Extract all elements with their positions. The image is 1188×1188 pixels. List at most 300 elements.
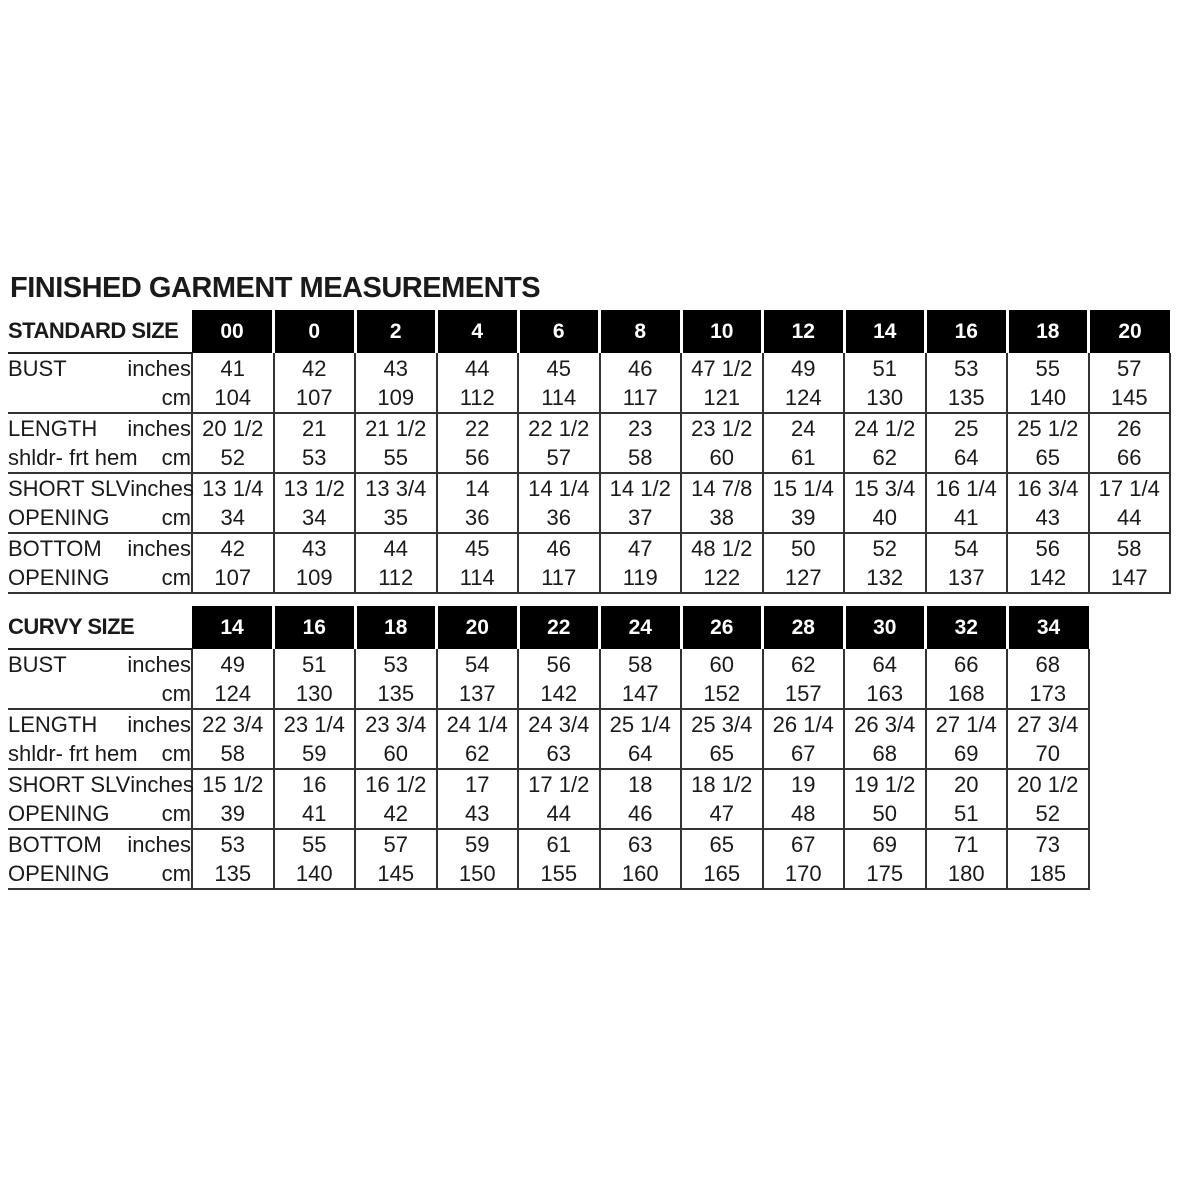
measurement-label-text: OPENING [8,505,110,530]
measurement-cell [600,709,682,769]
inches-value: 19 1/2 [854,772,916,797]
cm-value: 107 [214,565,252,590]
measurement-label-text: BOTTOM [8,536,102,561]
measurement-cell [355,649,437,709]
inches-value: 62 [791,651,816,677]
cm-value: 41 [954,505,979,530]
cm-value: 62 [465,741,490,766]
measurement-cell [1089,533,1171,593]
table-row [8,649,1089,709]
measurement-label-text: inches [127,652,191,677]
cm-value: 117 [541,565,577,590]
cm-value: 37 [628,505,653,530]
measurement-cell [844,473,926,533]
inches-value: 53 [220,832,245,857]
measurement-label-text: OPENING [8,861,110,886]
cm-value: 140 [295,861,333,886]
standard-size-table [8,310,1171,594]
curvy-size-size-header: 28 [763,606,845,649]
measurement-cell [274,769,356,829]
inches-value: 64 [872,651,897,677]
measurement-cell [600,829,682,889]
measurement-cell [274,353,356,413]
cm-value: 70 [1035,741,1060,766]
cm-value: 35 [383,505,408,530]
measurement-cell [518,473,600,533]
curvy-size-label: CURVY SIZE [8,606,192,649]
measurement-label-text: inches [127,416,191,441]
inches-value: 27 3/4 [1017,712,1079,737]
cm-value: 170 [784,861,822,886]
cm-value: 185 [1029,861,1067,886]
measurement-cell [192,473,274,533]
measurement-label-text: SHORT SLV [8,772,131,797]
measurement-label-text: shldr- frt hem [8,445,138,470]
measurement-label-text: inches [127,712,191,737]
measurement-cell [192,649,274,709]
measurement-cell [926,769,1008,829]
measurement-cell [763,473,845,533]
measurement-cell [437,413,519,473]
inches-value: 25 [954,416,979,441]
inches-value: 24 3/4 [528,712,590,737]
cm-value: 66 [1117,445,1142,470]
inches-value: 18 [628,772,653,797]
cm-value: 65 [709,741,734,766]
measurement-cell [926,649,1008,709]
measurement-cell [1089,353,1171,413]
inches-value: 52 [872,536,897,561]
curvy-size-size-header: 20 [437,606,519,649]
standard-size-size-header: 10 [681,310,763,353]
cm-value: 104 [214,384,252,410]
cm-value: 50 [872,801,897,826]
measurement-cell [926,829,1008,889]
measurement-cell [518,769,600,829]
cm-value: 124 [784,384,822,410]
inches-value: 65 [709,832,734,857]
cm-value: 43 [1035,505,1060,530]
cm-value: 145 [377,861,415,886]
standard-size-size-header: 14 [844,310,926,353]
cm-value: 58 [628,445,653,470]
cm-value: 42 [383,801,408,826]
inches-value: 14 1/2 [609,476,671,501]
cm-value: 107 [295,384,333,410]
cm-value: 114 [459,565,495,590]
measurement-label-text: LENGTH [8,712,98,737]
cm-value: 122 [703,565,741,590]
measurement-cell [274,709,356,769]
inches-value: 45 [465,536,490,561]
measurement-cell [763,829,845,889]
inches-value: 16 3/4 [1017,476,1079,501]
inches-value: 23 3/4 [365,712,427,737]
measurement-cell [926,709,1008,769]
cm-value: 68 [872,741,897,766]
curvy-size-size-header: 34 [1007,606,1089,649]
curvy-size-size-header: 18 [355,606,437,649]
inches-value: 60 [709,651,734,677]
measurement-cell [926,353,1008,413]
curvy-size-size-header: 14 [192,606,274,649]
inches-value: 14 1/4 [528,476,590,501]
measurement-cell [844,649,926,709]
inches-value: 13 3/4 [365,476,427,501]
measurement-cell [355,709,437,769]
cm-value: 39 [791,505,816,530]
inches-value: 59 [465,832,490,857]
measurement-cell [844,533,926,593]
measurement-cell [274,473,356,533]
cm-value: 175 [866,861,904,886]
measurement-label-text: inches [127,832,191,857]
cm-value: 69 [954,741,979,766]
inches-value: 26 1/4 [772,712,834,737]
inches-value: 26 [1117,416,1142,441]
cm-value: 155 [540,861,578,886]
measurement-label-text: cm [161,861,191,886]
measurement-label-text: inches [130,772,194,797]
inches-value: 41 [220,355,245,381]
standard-size-size-header: 20 [1089,310,1171,353]
measurement-label-text: BOTTOM [8,832,102,857]
measurement-cell [1007,829,1089,889]
cm-value: 121 [703,384,741,410]
inches-value: 63 [628,832,653,857]
measurement-cell [1007,353,1089,413]
measurement-cell [681,829,763,889]
inches-value: 53 [954,355,979,381]
inches-value: 15 1/2 [202,772,264,797]
measurement-cell [1007,649,1089,709]
cm-value: 112 [459,384,495,410]
inches-value: 56 [1035,536,1060,561]
cm-value: 147 [1110,565,1148,590]
inches-value: 43 [302,536,327,561]
cm-value: 132 [866,565,904,590]
measurement-cell [437,709,519,769]
measurement-cell [600,473,682,533]
cm-value: 145 [1110,384,1148,410]
cm-value: 34 [220,505,245,530]
cm-value: 124 [214,680,252,706]
cm-value: 52 [1035,801,1060,826]
inches-value: 17 1/2 [528,772,590,797]
inches-value: 51 [302,651,327,677]
measurement-cell [600,769,682,829]
cm-value: 165 [703,861,741,886]
measurement-cell [681,413,763,473]
cm-value: 130 [866,384,904,410]
measurement-cell [600,649,682,709]
cm-value: 36 [546,505,571,530]
inches-value: 21 [302,416,327,441]
inches-value: 42 [302,355,327,381]
inches-value: 16 1/2 [365,772,427,797]
cm-value: 52 [220,445,245,470]
measurement-label-text: OPENING [8,565,110,590]
inches-value: 43 [383,355,408,381]
standard-size-size-header: 2 [355,310,437,353]
standard-size-size-header: 4 [437,310,519,353]
measurement-cell [518,413,600,473]
measurement-cell [1007,533,1089,593]
measurement-label [8,769,192,829]
measurement-cell [518,353,600,413]
standard-size-size-header: 6 [518,310,600,353]
measurement-label-text: inches [130,476,194,501]
inches-value: 49 [220,651,245,677]
standard-size-size-header: 0 [274,310,356,353]
standard-size-size-header: 18 [1007,310,1089,353]
inches-value: 22 1/2 [528,416,590,441]
inches-value: 44 [383,536,408,561]
inches-value: 53 [383,651,408,677]
inches-value: 51 [872,355,897,381]
measurement-label-text: cm [161,801,191,826]
inches-value: 21 1/2 [365,416,427,441]
measurement-cell [192,829,274,889]
measurement-label-text: SHORT SLV [8,476,131,501]
measurement-cell [437,353,519,413]
cm-value: 117 [622,384,658,410]
measurement-label-text: LENGTH [8,416,98,441]
cm-value: 48 [791,801,816,826]
cm-value: 114 [541,384,577,410]
measurement-label [8,473,192,533]
measurement-cell [437,829,519,889]
cm-value: 130 [295,680,333,706]
inches-value: 66 [954,651,979,677]
inches-value: 44 [465,355,490,381]
cm-value: 60 [383,741,408,766]
cm-value: 140 [1029,384,1067,410]
cm-value: 58 [220,741,245,766]
inches-value: 54 [465,651,490,677]
cm-value: 43 [465,801,490,826]
measurement-label [8,533,192,593]
cm-value: 137 [947,565,985,590]
measurement-cell [763,533,845,593]
inches-value: 58 [1117,536,1142,561]
measurement-cell [681,709,763,769]
inches-value: 26 3/4 [854,712,916,737]
measurement-label-text: OPENING [8,801,110,826]
inches-value: 42 [220,536,245,561]
measurement-cell [192,533,274,593]
cm-value: 152 [703,680,741,706]
cm-value: 64 [954,445,979,470]
measurement-cell [681,473,763,533]
inches-value: 57 [383,832,408,857]
inches-value: 55 [302,832,327,857]
measurement-cell [518,829,600,889]
inches-value: 47 [628,536,653,561]
cm-value: 46 [628,801,653,826]
measurement-cell [1007,473,1089,533]
inches-value: 13 1/2 [283,476,345,501]
measurement-label [8,413,192,473]
table-row [8,769,1089,829]
cm-value: 163 [866,680,904,706]
measurement-cell [518,533,600,593]
measurement-cell [274,413,356,473]
measurement-cell [1007,709,1089,769]
measurement-cell [355,473,437,533]
measurement-label [8,353,192,413]
inches-value: 23 1/4 [283,712,345,737]
cm-value: 36 [465,505,490,530]
table-row [8,473,1170,533]
inches-value: 50 [791,536,816,561]
inches-value: 17 1/4 [1098,476,1160,501]
measurement-label [8,829,192,889]
measurement-label-text: cm [161,741,191,766]
measurement-cell [355,533,437,593]
inches-value: 20 1/2 [1017,772,1079,797]
cm-value: 109 [295,565,333,590]
inches-value: 24 1/4 [446,712,508,737]
inches-value: 14 [465,476,490,501]
measurement-cell [1007,769,1089,829]
standard-size-size-header: 16 [926,310,1008,353]
table-row [8,353,1170,413]
cm-value: 160 [621,861,659,886]
inches-value: 54 [954,536,979,561]
measurement-cell [437,769,519,829]
measurement-cell [1089,473,1171,533]
inches-value: 19 [791,772,816,797]
cm-value: 38 [709,505,734,530]
measurement-label [8,709,192,769]
inches-value: 20 1/2 [202,416,264,441]
standard-size-size-header: 8 [600,310,682,353]
cm-value: 135 [947,384,985,410]
inches-value: 14 7/8 [691,476,753,501]
measurement-label-text: inches [127,356,191,381]
inches-value: 13 1/4 [202,476,264,501]
cm-value: 180 [947,861,985,886]
cm-value: 47 [709,801,734,826]
inches-value: 17 [465,772,490,797]
measurement-label-text: cm [161,681,191,706]
inches-value: 23 1/2 [691,416,753,441]
cm-value: 39 [220,801,245,826]
inches-value: 61 [546,832,571,857]
measurement-cell [437,473,519,533]
measurement-label-text: inches [127,536,191,561]
cm-value: 44 [1117,505,1142,530]
measurement-cell [437,533,519,593]
measurement-cell [355,769,437,829]
measurement-cell [763,769,845,829]
measurement-cell [274,533,356,593]
inches-value: 25 3/4 [691,712,753,737]
cm-value: 137 [458,680,496,706]
cm-value: 65 [1035,445,1060,470]
inches-value: 15 3/4 [854,476,916,501]
measurement-cell [844,829,926,889]
standard-size-label: STANDARD SIZE [8,310,192,353]
measurement-cell [600,353,682,413]
measurement-cell [926,413,1008,473]
measurement-cell [763,709,845,769]
curvy-size-size-header: 22 [518,606,600,649]
measurement-cell [844,769,926,829]
cm-value: 53 [302,445,327,470]
inches-value: 24 1/2 [854,416,916,441]
table-row [8,533,1170,593]
measurement-cell [926,533,1008,593]
measurement-cell [1007,413,1089,473]
inches-value: 55 [1035,355,1060,381]
inches-value: 15 1/4 [772,476,834,501]
measurement-label-text: BUST [8,652,67,677]
inches-value: 25 1/4 [609,712,671,737]
inches-value: 73 [1035,832,1060,857]
inches-value: 56 [546,651,571,677]
cm-value: 67 [791,741,816,766]
measurement-cell [763,353,845,413]
cm-value: 109 [377,384,415,410]
measurement-cell [192,769,274,829]
inches-value: 69 [872,832,897,857]
measurement-cell [274,649,356,709]
measurement-cell [681,353,763,413]
cm-value: 59 [302,741,327,766]
measurement-cell [274,829,356,889]
table-row [8,709,1089,769]
measurement-cell [844,353,926,413]
measurement-cell [1089,413,1171,473]
measurement-cell [518,709,600,769]
curvy-size-table [8,606,1090,890]
cm-value: 61 [791,445,816,470]
measurement-cell [600,533,682,593]
inches-value: 48 1/2 [691,536,753,561]
measurement-label [8,649,192,709]
inches-value: 68 [1035,651,1060,677]
curvy-size-size-header: 32 [926,606,1008,649]
inches-value: 18 1/2 [691,772,753,797]
cm-value: 40 [872,505,897,530]
measurement-cell [192,413,274,473]
inches-value: 67 [791,832,816,857]
cm-value: 34 [302,505,327,530]
measurement-cell [192,353,274,413]
cm-value: 56 [465,445,490,470]
measurement-cell [681,769,763,829]
inches-value: 49 [791,355,816,381]
inches-value: 22 [465,416,490,441]
measurement-cell [763,413,845,473]
measurement-cell [844,709,926,769]
cm-value: 127 [784,565,822,590]
curvy-size-size-header: 26 [681,606,763,649]
measurement-cell [926,473,1008,533]
measurement-cell [355,413,437,473]
measurement-label-text: BUST [8,356,67,381]
standard-size-size-header: 00 [192,310,274,353]
cm-value: 57 [546,445,571,470]
table-row [8,829,1089,889]
measurement-cell [844,413,926,473]
curvy-size-size-header: 16 [274,606,356,649]
cm-value: 147 [621,680,659,706]
measurement-label-text: cm [161,385,191,410]
inches-value: 25 1/2 [1017,416,1079,441]
